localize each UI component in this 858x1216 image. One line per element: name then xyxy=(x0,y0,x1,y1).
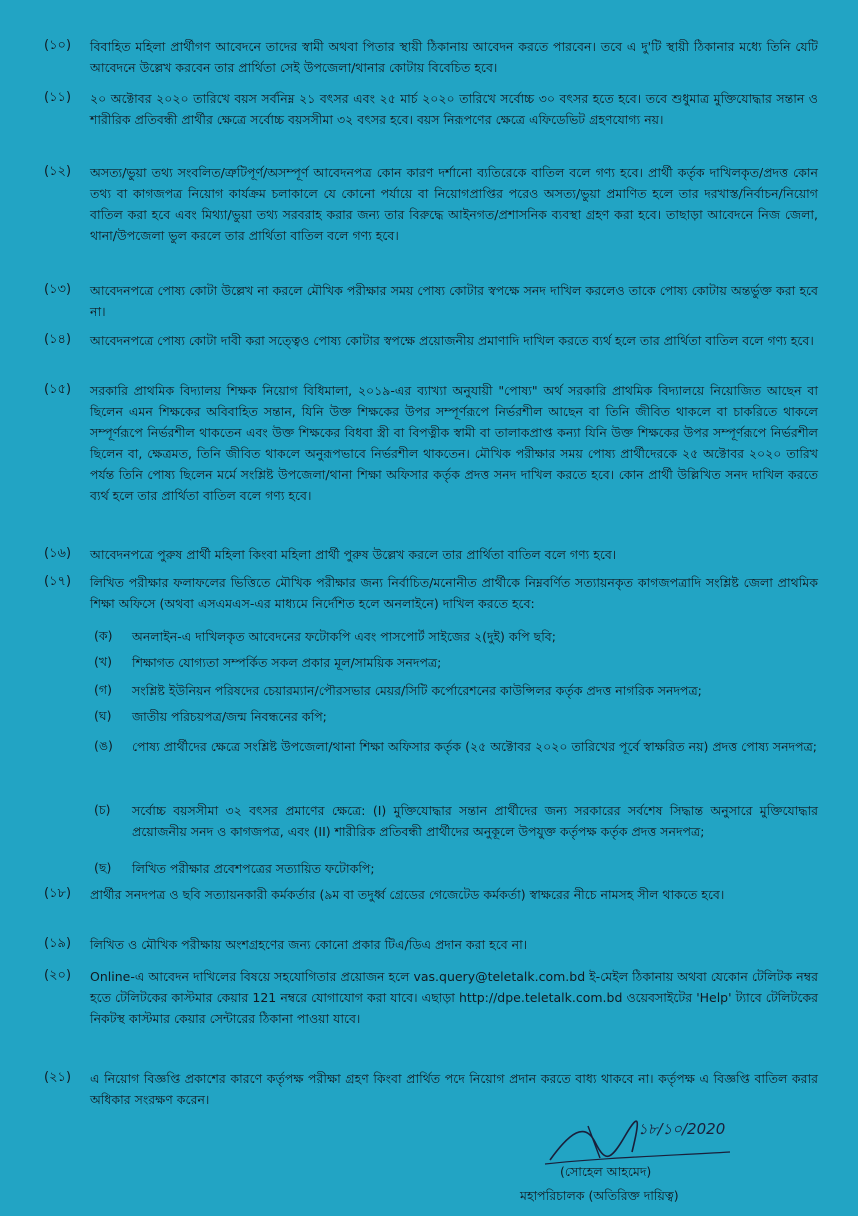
clause-number: (১৭) xyxy=(44,574,72,589)
subclause-text: সর্বোচ্চ বয়সসীমা ৩২ বৎসর প্রমাণের ক্ষেত্রে: (I) মুক্তিযোদ্ধার সন্তান প্রার্থীদের জন্য সরকারের সর্বশেষ সিদ্ধান্ত অনুসারে মুক্তিযোদ্ধার প্রয়োজনীয় সনদ ও কাগজপত্র, এবং (II) শারীরিক প্রতিবন্ধী প্রার্থীদের অনুকূলে উপযুক্ত কর্তৃপক্ষ কর্তৃক প্রদত্ত সনদপত্র; xyxy=(132,803,818,839)
subclause-text: সংশ্লিষ্ট ইউনিয়ন পরিষদের চেয়ারম্যান/পৌরসভার মেয়র/সিটি কর্পোরেশনের কাউন্সিলর কর্তৃক প্রদত্ত নাগরিক সনদপত্র; xyxy=(132,683,702,698)
clause-number: (২১) xyxy=(44,1070,72,1085)
subclause-number: (গ) xyxy=(94,682,112,697)
subclause-number: (ঘ) xyxy=(94,708,112,723)
clause-text: প্রার্থীর সনদপত্র ও ছবি সত্যায়নকারী কর্মকর্তার (৯ম বা তদুর্ধ্ব গ্রেডের গেজেটেড কর্মকর্তা) স্বাক্ষরের নীচে নামসহ সীল থাকতে হবে। xyxy=(90,887,725,902)
clause-number: (১৪) xyxy=(44,332,72,347)
clause-text: বিবাহিত মহিলা প্রার্থীগণ আবেদনে তাদের স্বামী অথবা পিতার স্থায়ী ঠিকানায় আবেদন করতে পারবেন। তবে এ দু'টি স্থায়ী ঠিকানার মধ্যে তিনি যেটি আবেদনে উল্লেখ করবেন তার প্রার্থিতা সেই উপজেলা/থানার কোটায় বিবেচিত হবে। xyxy=(90,39,818,75)
clause-number: (১৮) xyxy=(44,886,72,901)
subclause-number: (ঙ) xyxy=(94,738,113,753)
subclause-text: জাতীয় পরিচয়পত্র/জন্ম নিবন্ধনের কপি; xyxy=(132,709,327,724)
clause-text: আবেদনপত্রে পুরুষ প্রার্থী মহিলা কিংবা মহিলা প্রার্থী পুরুষ উল্লেখ করলে তার প্রার্থিতা বাতিল বলে গণ্য হবে। xyxy=(90,547,617,562)
clause-number: (১১) xyxy=(44,90,72,105)
signature-date: ১৮/১০/2020 xyxy=(638,1120,726,1138)
subclause-text: শিক্ষাগত যোগ্যতা সম্পর্কিত সকল প্রকার মূল/সাময়িক সনদপত্র; xyxy=(132,655,442,670)
subclause-number: (খ) xyxy=(94,654,112,669)
clause-number: (২০) xyxy=(44,968,72,983)
clause-text: আবেদনপত্রে পোষ্য কোটা উল্লেখ না করলে মৌখিক পরীক্ষার সময় পোষ্য কোটার স্বপক্ষে সনদ দাখিল করলেও তাকে পোষ্য কোটায় অন্তর্ভুক্ত করা হবে না। xyxy=(90,283,818,319)
clause-number: (১২) xyxy=(44,164,72,179)
clause-text: লিখিত পরীক্ষার ফলাফলের ভিত্তিতে মৌখিক পরীক্ষার জন্য নির্বাচিত/মনোনীত প্রার্থীকে নিম্নবর্ণিত সত্যায়নকৃত কাগজপত্রাদি সংশ্লিষ্ট জেলা প্রাথমিক শিক্ষা অফিসে (অথবা এসএমএস-এর মাধ্যমে নির্দেশিত হলে অনলাইনে) দাখিল করতে হবে: xyxy=(90,575,818,611)
signature-block xyxy=(520,1112,760,1212)
clause-text: এ নিয়োগ বিজ্ঞপ্তি প্রকাশের কারণে কর্তৃপক্ষ পরীক্ষা গ্রহণ কিংবা প্রার্থিত পদে নিয়োগ প্রদান করতে বাধ্য থাকবে না। কর্তৃপক্ষ এ বিজ্ঞপ্তি বাতিল করার অধিকার সংরক্ষণ করেন। xyxy=(90,1071,818,1107)
subclause-number: (চ) xyxy=(94,802,111,817)
signatory-title: মহাপরিচালক (অতিরিক্ত দায়িত্ব) xyxy=(520,1188,679,1203)
subclause-number: (ক) xyxy=(94,628,113,643)
clause-number: (১৯) xyxy=(44,936,72,951)
clause-number: (১৫) xyxy=(44,382,72,397)
subclause-text: পোষ্য প্রার্থীদের ক্ষেত্রে সংশ্লিষ্ট উপজেলা/থানা শিক্ষা অফিসার কর্তৃক (২৫ অক্টোবর ২০২০ তারিখের পূর্বে স্বাক্ষরিত নয়) প্রদত্ত পোষ্য সনদপত্র; xyxy=(132,739,817,754)
clause-text: Online-এ আবেদন দাখিলের বিষয়ে সহযোগিতার প্রয়োজন হলে vas.query@teletalk.com.bd ই-মেইল ঠিকানায় অথবা যেকোন টেলিটক নম্বর হতে টেলিটকের কাস্টমার কেয়ার 121 নম্বরে যোগাযোগ করা যাবে। এছাড়া http://dpe.teletalk.com.bd ওয়েবসাইটের 'Help' ট্যাবে টেলিটকের নিকটস্থ কাস্টমার কেয়ার সেন্টারের ঠিকানা পাওয়া যাবে। xyxy=(90,969,818,1026)
subclause-text: লিখিত পরীক্ষার প্রবেশপত্রের সত্যায়িত ফটোকপি; xyxy=(132,861,375,876)
clause-text: অসত্য/ভুয়া তথ্য সংবলিত/ত্রুটিপূর্ণ/অসম্পূর্ণ আবেদনপত্র কোন কারণ দর্শানো ব্যতিরেকে বাতিল বলে গণ্য হবে। প্রার্থী কর্তৃক দাখিলকৃত/প্রদত্ত কোন তথ্য বা কাগজপত্র নিয়োগ কার্যক্রম চলাকালে যে কোনো পর্যায়ে বা নিয়োগপ্রাপ্তির পরেও অসত্য/ভুয়া প্রমাণিত হলে তার দরখাস্ত/নির্বাচন/নিয়োগ বাতিল করা হবে এবং মিথ্যা/ভুয়া তথ্য সরবরাহ করার জন্য তার বিরুদ্ধে আইনগত/প্রশাসনিক ব্যবস্থা গ্রহণ করা হবে। তাছাড়া আবেদনে নিজ জেলা, থানা/উপজেলা ভুল করলে তার প্রার্থিতা বাতিল বলে গণ্য হবে। xyxy=(90,165,818,243)
subclause-number: (ছ) xyxy=(94,860,112,875)
clause-number: (১০) xyxy=(44,38,72,53)
clause-number: (১৩) xyxy=(44,282,72,297)
handwritten-signature xyxy=(540,1112,740,1170)
signatory-name: (সোহেল আহমেদ) xyxy=(560,1164,652,1179)
clause-text: আবেদনপত্রে পোষ্য কোটা দাবী করা সত্ত্বেও পোষ্য কোটার স্বপক্ষে প্রয়োজনীয় প্রমাণাদি দাখিল করতে ব্যর্থ হলে তার প্রার্থিতা বাতিল বলে গণ্য হবে। xyxy=(90,333,814,348)
clause-text: লিখিত ও মৌখিক পরীক্ষায় অংশগ্রহণের জন্য কোনো প্রকার টিএ/ডিএ প্রদান করা হবে না। xyxy=(90,937,528,952)
clause-text: ২০ অক্টোবর ২০২০ তারিখে বয়স সর্বনিম্ন ২১ বৎসর এবং ২৫ মার্চ ২০২০ তারিখে সর্বোচ্চ ৩০ বৎসর হতে হবে। তবে শুধুমাত্র মুক্তিযোদ্ধার সন্তান ও শারীরিক প্রতিবন্ধী প্রার্থীর ক্ষেত্রে সর্বোচ্চ বয়সসীমা ৩২ বৎসর হবে। বয়স নিরূপণের ক্ষেত্রে এফিডেভিট গ্রহণযোগ্য নয়। xyxy=(90,91,818,127)
clause-number: (১৬) xyxy=(44,546,72,561)
subclause-text: অনলাইন-এ দাখিলকৃত আবেদনের ফটোকপি এবং পাসপোর্ট সাইজের ২(দুই) কপি ছবি; xyxy=(132,629,556,644)
clause-text: সরকারি প্রাথমিক বিদ্যালয় শিক্ষক নিয়োগ বিধিমালা, ২০১৯-এর ব্যাখ্যা অনুযায়ী "পোষ্য" অর্থ সরকারি প্রাথমিক বিদ্যালয়ে নিয়োজিত আছেন বা ছিলেন এমন শিক্ষকের অবিবাহিত সন্তান, যিনি উক্ত শিক্ষকের উপর সম্পূর্ণরূপে নির্ভরশীল আছেন বা তিনি জীবিত থাকলে বা চাকরিতে থাকলে সম্পূর্ণরূপে নির্ভরশীল থাকতেন এবং উক্ত শিক্ষকের বিধবা স্ত্রী বা বিপত্নীক স্বামী বা তালাকপ্রাপ্ত কন্যা যিনি উক্ত শিক্ষকের উপর সম্পূর্ণরূপে নির্ভরশীল ছিলেন বা, ক্ষেত্রমত, তিনি জীবিত থাকলে অনুরূপভাবে নির্ভরশীল থাকতেন। মৌখিক পরীক্ষার সময় পোষ্য প্রার্থীদেরকে ২৫ অক্টোবর ২০২০ তারিখ পর্যন্ত তিনি পোষ্য ছিলেন মর্মে সংশ্লিষ্ট উপজেলা/থানা শিক্ষা অফিসার কর্তৃক প্রদত্ত সনদ দাখিল করতে হবে। কোন প্রার্থী উল্লিখিত সনদ দাখিল করতে ব্যর্থ হলে তার প্রার্থিতা বাতিল বলে গণ্য হবে। xyxy=(90,383,818,503)
